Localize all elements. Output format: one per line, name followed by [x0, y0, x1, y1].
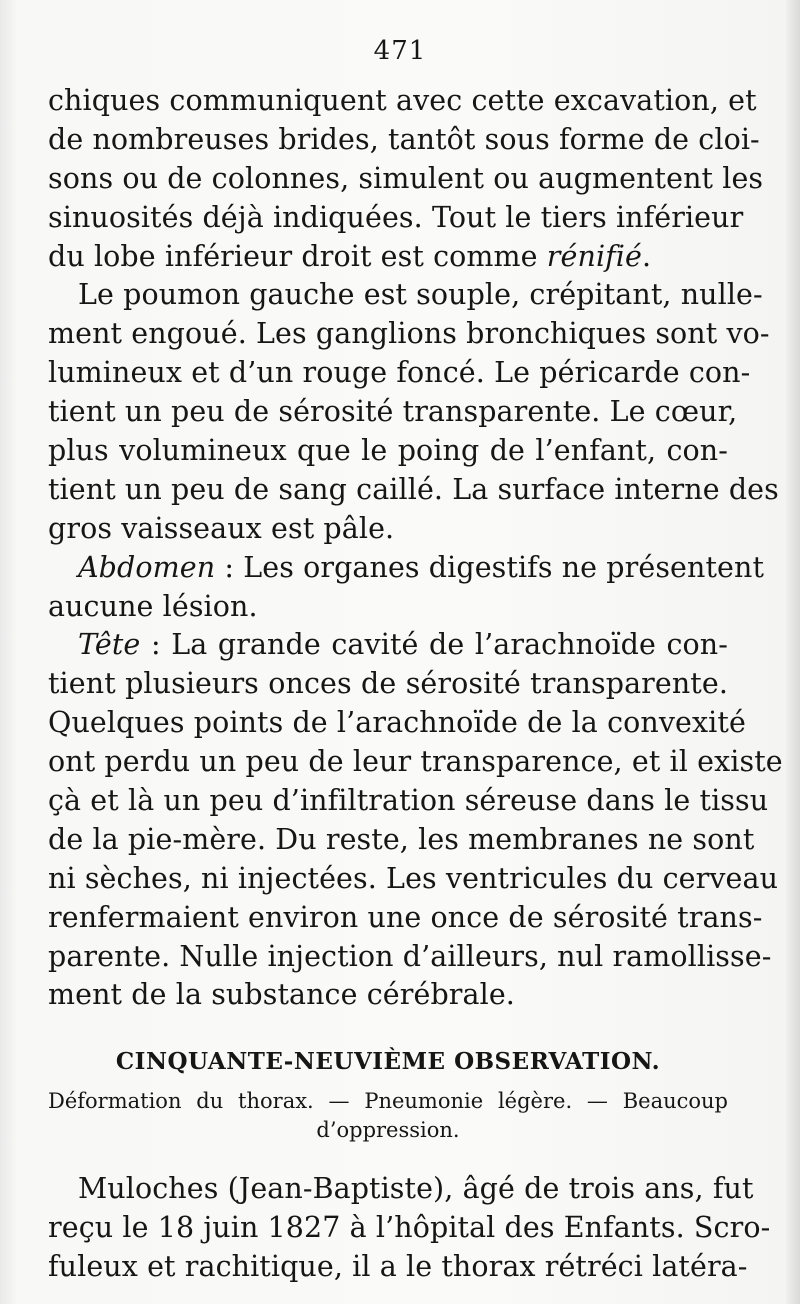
text-line: ni sèches, ni injectées. Les ventricules du cerveau	[48, 861, 779, 895]
text-line: chiques communiquent avec cette excavation, et	[48, 84, 757, 117]
text-line: sons ou de colonnes, simulent ou augmentent les	[48, 161, 764, 195]
text-line: aucune lésion.	[48, 589, 258, 623]
text-line: tient plusieurs onces de sérosité transparente.	[48, 667, 728, 701]
text-line: ment engoué. Les ganglions bronchiques sont vo-	[48, 317, 770, 351]
paragraph	[48, 82, 764, 276]
paragraph	[48, 276, 779, 548]
text-line: renfermaient environ une once de sérosité trans-	[48, 900, 763, 934]
paragraph	[48, 1170, 771, 1287]
section-label: Abdomen	[78, 550, 216, 584]
observation-subtitle: Déformation du thorax. — Pneumonie légère. — Beaucoup	[48, 1089, 728, 1114]
paragraph	[48, 549, 764, 627]
text-line	[48, 549, 764, 588]
text-line: fuleux et rachitique, il a le thorax rétréci latéra-	[48, 1250, 748, 1284]
page-number: 471	[373, 36, 427, 66]
spacer	[48, 1145, 728, 1170]
text-run: .	[642, 239, 652, 273]
text-line: tient un peu de sérosité transparente. Le cœur,	[48, 395, 738, 429]
paragraph	[48, 626, 783, 1015]
page-edge	[786, 0, 800, 1304]
text-line: sinuosités déjà indiquées. Tout le tiers inférieur	[48, 200, 744, 234]
section-label: Tête	[78, 628, 141, 662]
text-line: ment de la substance cérébrale.	[48, 978, 515, 1012]
text-line: Muloches (Jean-Baptiste), âgé de trois ans, fut	[78, 1172, 754, 1206]
text-line	[48, 626, 728, 665]
text-line: ont perdu un peu de leur transparence, et il existe	[48, 745, 783, 779]
text-line: Quelques points de l’arachnoïde de la convexité	[48, 706, 746, 740]
text-run: du lobe inférieur droit est comme	[48, 239, 547, 273]
text-line: parente. Nulle injection d’ailleurs, nul ramollisse-	[48, 939, 772, 973]
text-line: reçu le 18 juin 1827 à l’hôpital des Enfants. Scro-	[48, 1211, 771, 1245]
text-line: gros vaisseaux est pâle.	[48, 511, 395, 545]
observation-subtitle: d’oppression.	[316, 1118, 460, 1143]
text-line: tient un peu de sang caillé. La surface interne des	[48, 472, 779, 506]
text-line: Le poumon gauche est souple, crépitant, nulle-	[78, 278, 763, 312]
body-text	[48, 82, 783, 1287]
text-line: de nombreuses brides, tantôt sous forme de cloi-	[48, 122, 760, 156]
text-line: de la pie-mère. Du reste, les membranes ne sont	[48, 822, 755, 856]
text-run: : Les organes digestifs ne présentent	[215, 550, 764, 584]
text-line: çà et là un peu d’infiltration séreuse dans le tissu	[48, 784, 769, 818]
observation-heading: CINQUANTE-NEUVIÈME OBSERVATION.	[115, 1048, 661, 1076]
text-line: plus volumineux que le poing de l’enfant, con-	[48, 434, 728, 468]
text-run: : La grande cavité de l’arachnoïde con-	[140, 628, 728, 662]
italic-word: rénifié	[546, 239, 642, 273]
text-line: lumineux et d’un rouge foncé. Le péricarde con-	[48, 356, 751, 390]
text-line	[48, 238, 728, 277]
